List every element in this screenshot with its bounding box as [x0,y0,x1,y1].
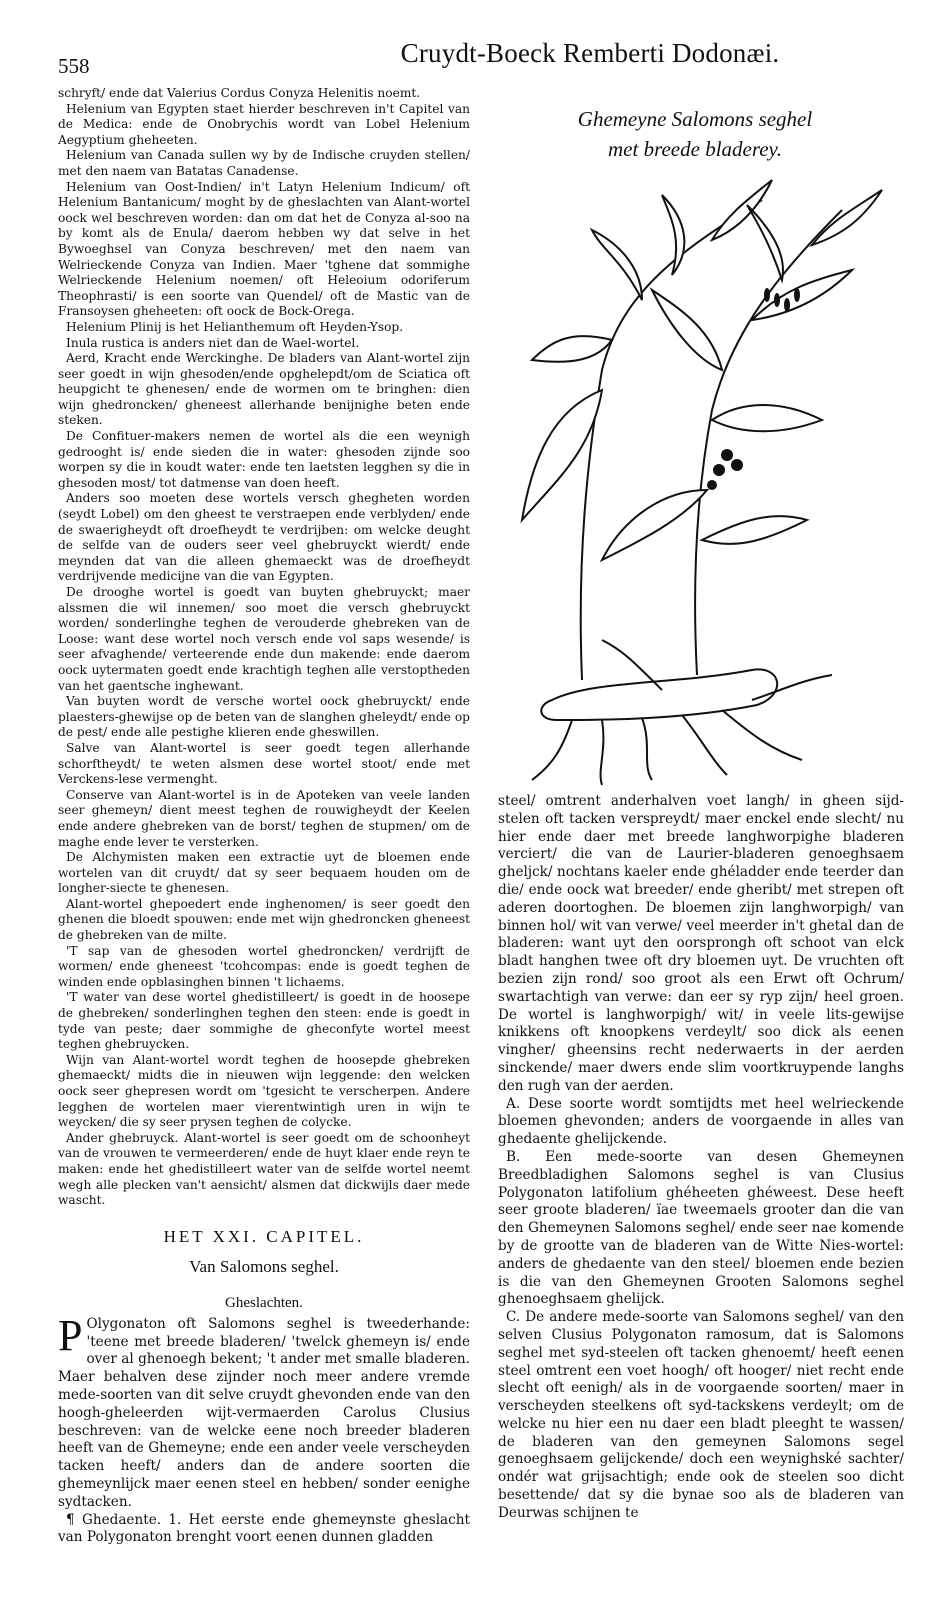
right-column [498,793,904,1523]
section-heading: Gheslachten. [225,1294,303,1311]
plant-root [682,715,727,775]
left-column [58,86,470,1547]
plant-flower [774,293,780,307]
chapter-title: Van Salomons seghel. [189,1256,339,1276]
paragraph: Ander ghebruyck. Alant-wortel is seer goedt om de schoonheyt van de vrouwen te vermeerderen/ ende de huyt klaer ende reyn te maken: ende het ghedistilleert water van de selfde wortel neemt wegh alle plecken van't aensicht/ alsmen dat dickwijls daer mede wascht. [58,1130,470,1208]
plant-flower [764,288,770,302]
paragraph: 'T sap van de ghesoden wortel ghedroncken/ verdrijft de wormen/ ende gheneest 'tcohcompas: ende is goedt teghen de winden ende opblasinghen binnen 't lichaems. [58,943,470,989]
plant-flower [794,288,800,302]
running-title: Cruydt-Boeck Remberti Dodonæi. [400,38,780,68]
plant-leaf [602,490,707,560]
paragraph: Helenium Plinij is het Helianthemum oft Heyden-Ysop. [66,319,404,334]
plant-leaf [592,230,642,300]
paragraph: Salve van Alant-wortel is seer goedt tegen allerhande schorftheydt/ te weten alsmen dese wortel stoot/ ende met Verckens-lese vermenght. [58,740,470,787]
plant-leaf [652,290,722,370]
paragraph: Helenium van Oost-Indien/ in't Latyn Helenium Indicum/ oft Helenium Bantanicum/ moght by de gheslachten van Alant-wortel oock wel beschreven worden: dan om dat het de Conyza al-soo na by komt als de Enula/ daerom hebben wy dat selve in het Bywoeghsel van Conyza beschreven/ met den naem van Welrieckende Conyza van Indien. Maer 'tghene dat sommighe Welrieckende Helenium noemen/ oft Heleoium odoriferum Theophrasti/ is een soorte van Quendel/ oft de Mastic van de Fransoysen gheheeten: oft oock de Bock-Orega. [58,179,470,319]
intro-paragraph [58,1310,470,1512]
plant-leaf [712,405,822,431]
paragraph: A. Dese soorte wordt somtijdts met heel welrieckende bloemen ghevonden; anders de voorgaende in alles van ghedaente ghelijckende. [498,1095,904,1148]
plant-leaf [532,336,612,362]
plant-flower [784,298,790,312]
plant-leaf [702,516,807,544]
plant-root [722,710,802,760]
paragraph: Inula rustica is anders niet dan de Wael-wortel. [66,335,360,350]
paragraph: Alant-wortel ghepoedert ende inghenomen/ is seer goedt den ghenen die bloedt spouwen: ende met wijn ghedroncken gheneest de ghebreken van de milte. [58,896,470,943]
paragraph: Helenium van Canada sullen wy by de Indische cruyden stellen/ met den naem van Batatas Canadense. [58,148,470,178]
intro-text: Olygonaton oft Salomons seghel is tweederhande: 'teene met breede bladeren/ 'twelck ghemeyn is/ ende over al ghenoegh bekent; 't ander met smalle bladeren. Maer behalven dese zijnder noch meer andere vremde mede-soorten van dit selve cruydt ghevonden ende van den hoogh-gheleerden wijt-vermaerden Carolus Clusius beschreven: van de welcke eene noch breeder bladeren heeft van de Ghemeyne; ende een ander veele verscheyden tacken heeft/ anders dan de andere soorten die ghemeynlijck maer eenen steel en hebben/ sonder eenighe sydtacken. [58,1315,470,1510]
figure-caption-line: Ghemeyne Salomons seghel [577,107,813,131]
figure-caption [535,104,855,164]
plant-rhizome [541,669,777,720]
plant-berry [721,449,733,461]
plant-berry [707,480,717,490]
page-number: 558 [58,54,90,78]
paragraph: C. De andere mede-soorte van Salomons seghel/ van den selven Clusius Polygonaton ramosum, dat is Salomons seghel met syd-steelen oft tacken ghenoemt/ heeft eenen steel omtrent een voet hoogh/ oft hooger/ niet recht ende slecht oft eenigh/ als in de voorgaende soorten/ maer in verscheyden steelkens oft syd-tackskens verdeylt; om de welcke nu hier een nu daer een bladt pleeght te wassen/ de bladeren van den gemeynen Salomons segel genoeghsaem gelijckende/ doch een weynighské sachter/ ondér wat grijsachtigh; ende ook de steelen soo dicht besettende/ dat sy die bynae soo als de bladeren van Deurwas schijnen te [498,1309,904,1521]
paragraph: Aerd, Kracht ende Werckinghe. De bladers van Alant-wortel zijn seer goedt in wijn ghesoden/ende opghelepdt/om de Sciatica oft heupgicht te ghenesen/ ende de wormen om te bringhen: dien wijn ghedroncken/ gheneest allerhande benijnighe beten ende steken. [58,351,470,428]
paragraph: Anders soo moeten dese wortels versch ghegheten worden (seydt Lobel) om den gheest te verstraepen ende verblyden/ ende de swaerigheydt oft droefheydt te verdrijben: om welcke deught de selfde van de ouders seer veel ghebruyckt wierdt/ ende meynden dat van die alleen ghemaeckt was de droefheydt verdrijvende medicijne van die van Egypten. [58,491,470,584]
plant-root [601,720,604,785]
drop-cap: P [58,1310,83,1360]
chapter-heading: HET XXI. CAPITEL. [163,1226,365,1246]
paragraph: Conserve van Alant-wortel is in de Apoteken van veele landen seer ghemeyn/ dient meest teghen de rouwigheydt der Keelen ende andere ghebreken van de borst/ teghen de stupmen/ om de maghe ende lever te versterken. [58,787,470,849]
paragraph: De Alchymisten maken een extractie uyt de bloemen ende wortelen van dit cruydt/ dat sy seer bequaem houden om de longher-siecte te ghenesen. [58,850,470,896]
solomons-seal-illustration [512,160,912,790]
paragraph: Wijn van Alant-wortel wordt teghen de hoosepde ghebreken ghemaeckt/ midts die in nieuwen wijn leggende: den welcken oock seer ghepresen wordt om 'tgesicht te verscherpen. Andere legghen de wortelen maer vierentwintigh uren in wijn te weycken/ die sy seer prysen teghen de colycke. [58,1052,470,1130]
plant-stem [581,200,762,680]
paragraph: 'T water van dese wortel ghedistilleert/ is goedt in de hoosepe de ghebreken/ sonderlinghen teghen den steen: ende is goedt in tyde van peste; daer sommighe de gheconfyte wortel meest teghen ghebruycken. [58,990,470,1052]
paragraph: De drooghe wortel is goedt van buyten ghebruyckt; maer alssmen die wil innemen/ soo moet die versch ghebruyckt worden/ sonderlinghe teghen de verouderde ghebreken van de Loose: want dese wortel noch versch ende vol saps wesende/ is seer afvaghende/ verteerende ende dun makende: ende daerom oock uytermaten goedt ende krachtigh teghen alle verstoptheden van het gaentsche inghewant. [58,585,470,693]
plant-root [642,718,652,780]
plant-berry [731,459,743,471]
paragraph: steel/ omtrent anderhalven voet langh/ in gheen sijd-stelen oft tacken verspreydt/ maer enckel ende slecht/ nu hier ende daer met breede langhworpighe bladeren verciert/ die van de Laurier-bladeren genoeghsaem gheljck/ nochtans kaeler ende ghéladder ende teerder dan die/ ende oock wat breeder/ ende gheribt/ met strepen oft aderen doortoghen. De bloemen zijn langhworpigh/ van binnen hol/ wit van verwe/ veel meerder in't ghetal dan de bladeren: want uyt den oorsprongh oft schoot van elck bladt hanghen twee oft dry bloemen uyt. De vruchten oft bezien zijn rond/ soo groot als een Erwt oft Ochrum/ swartachtigh van verwe: dan eer sy ryp zijn/ heel groen. De wortel is langhworpigh/ wit/ in veele lits-gewijse knikkens oft knoopkens verdeylt/ soo dick als eenen vingher/ gheensins recht nederwaerts in der aerden sinckende/ maer dwers ende slim voortkruypende langhs den rugh van der aerden. [498,793,904,1094]
paragraph: Van buyten wordt de versche wortel oock ghebruyckt/ ende plaesters-ghewijse op de beten van de slanghen gheleydt/ ende op de pest/ ende alle pestighe klieren ende gheswillen. [58,694,470,740]
paragraph: De Confituer-makers nemen de wortel als die een weynigh gedrooght is/ ende sieden die in water: ghesoden zijnde soo worpen sy die in koudt water: ende ten laetsten legghen sy die in ghesoden most/ tot datmense van doen heeft. [58,429,470,490]
paragraph: Helenium van Egypten staet hierder beschreven in't Capitel van de Medica: ende de Onobrychis wordt van Lobel Helenium Aegyptium gheheeten. [58,101,470,147]
plant-leaf [812,190,882,245]
figure-caption-line: met breede bladerey. [608,137,782,161]
plant-root [532,720,572,780]
paragraph: schryft/ ende dat Valerius Cordus Conyza Helenitis noemt. [58,86,421,100]
plant-leaf [662,195,684,275]
paragraph: B. Een mede-soorte van desen Ghemeynen Breedbladighen Salomons seghel is van Clusius Polygonaton latifolium ghéheeten ghéweest. Dese heeft seer groote bladeren/ ïae tweemaels grooter dan die van den Ghemeynen Salomons seghel/ ende seer nae komende by de grootte van de bladeren van de Witte Nies-wortel: anders de ghedaente van den steel/ bloemen ende bezien is die van den Ghemeynen Grooten Salomons seghel ghenoeghsaem ghelijck. [498,1148,904,1308]
plant-berry [713,464,725,476]
closing-paragraph: ¶ Ghedaente. 1. Het eerste ende ghemeynste gheslacht van Polygonaton brenght voort eenen dunnen gladden [58,1511,470,1546]
plant-leaf [747,205,783,280]
